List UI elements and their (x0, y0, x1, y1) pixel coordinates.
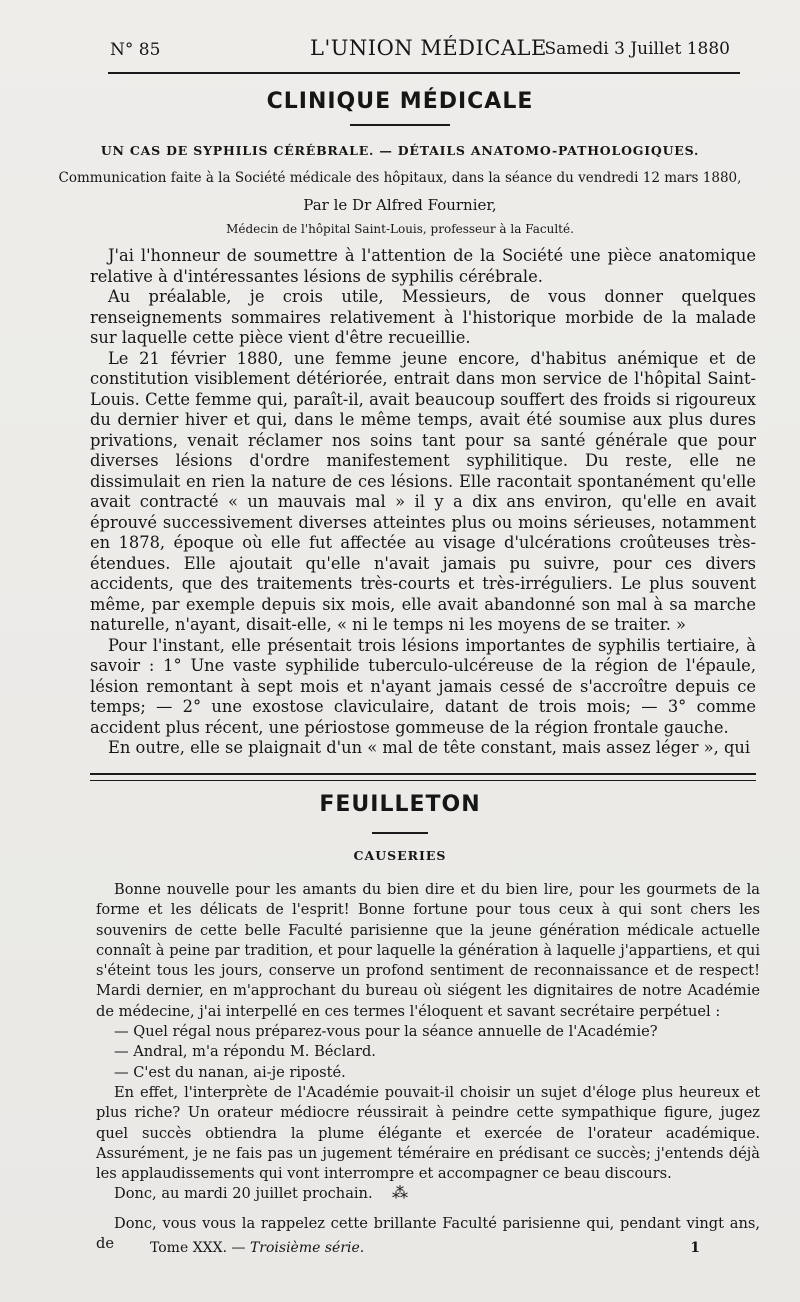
feuilleton-paragraph: En effet, l'interprète de l'Académie pouvait-il choisir un sujet d'éloge plus heureux et plus riche? Un orateur médiocre réussirait à peindre cette sympathique figure, jugez quel succès obtiendra la plume élégante et exercée de l'orateur académique. Assurément, je ne fais pas un jugement téméraire en prédisant ce succès; j'entends déjà les applaudissements qui vont interrompre et accompagner ce beau discours. (96, 1083, 760, 1183)
section-title-feuilleton: FEUILLETON (319, 792, 481, 817)
issue-number: N° 85 (110, 40, 161, 60)
author-role: Médecin de l'hôpital Saint-Louis, professeur à la Faculté. (226, 222, 574, 236)
asterism-separator: ⁂ (392, 1183, 408, 1202)
feuilleton-body (96, 880, 760, 1205)
article-paragraph: J'ai l'honneur de soumettre à l'attention de la Société une pièce anatomique relative à d'intéressantes lésions de syphilis cérébrale. (90, 246, 756, 286)
series-label: Troisième série. (249, 1240, 365, 1256)
article-paragraph: Au préalable, je crois utile, Messieurs, de vous donner quelques renseignements sommaires relativement à l'historique morbide de la malade sur laquelle cette pièce vient d'être recueillie. (90, 287, 756, 347)
feuilleton-paragraph: Donc, vous vous la rappelez cette brillante Faculté parisienne qui, pendant vingt ans, de (96, 1215, 760, 1253)
section-divider (350, 124, 450, 126)
journal-title: L'UNION MÉDICALE (310, 36, 547, 60)
feuilleton-paragraph: — C'est du nanan, ai-je riposté. (114, 1063, 346, 1081)
section-divider (372, 832, 428, 834)
article-body (90, 246, 756, 759)
feuilleton-paragraph: Donc, au mardi 20 juillet prochain. (114, 1185, 373, 1203)
volume-label: Tome XXX. — (150, 1240, 246, 1256)
page-footer (150, 1240, 700, 1262)
feuilleton-subtitle: CAUSERIES (353, 848, 447, 863)
feuilleton-paragraph: Bonne nouvelle pour les amants du bien dire et du bien lire, pour les gourmets de la forme et les délicats de l'esprit! Bonne fortune pour tous ceux à qui sont chers les souvenirs de cette belle Faculté parisienne que la jeune génération médicale actuelle connaît à peine par tradition, et pour laquelle la génération à laquelle j'appartiens, et qui s'éteint tous les jours, conserve un profond sentiment de reconnaissance et de respect! Mardi dernier, en m'approchant du bureau où siégent les dignitaires de notre Académie de médecine, j'ai interpellé en ces termes l'éloquent et savant secrétaire perpétuel : (96, 881, 760, 1020)
page-number: 1 (690, 1240, 700, 1256)
article-paragraph: En outre, elle se plaignait d'un « mal de tête constant, mais assez léger », qui (108, 738, 751, 757)
volume-info (150, 1240, 364, 1256)
issue-date: Samedi 3 Juillet 1880 (544, 39, 730, 59)
feuilleton-paragraph: — Andral, m'a répondu M. Béclard. (114, 1043, 376, 1061)
section-title-clinique: CLINIQUE MÉDICALE (266, 89, 534, 114)
article-paragraph: Le 21 février 1880, une femme jeune encore, d'habitus anémique et de constitution visiblement détériorée, entrait dans mon service de l'hôpital Saint-Louis. Cette femme qui, paraît-il, avait beaucoup souffert des froids si rigoureux du dernier hiver et qui, dans le même temps, avait été soumise aux plus dures privations, venait réclamer nos soins tant pour sa santé générale que pour diverses lésions d'ordre manifestement syphilitique. Du reste, elle ne dissimulait en rien la nature de ces lésions. Elle racontait spontanément qu'elle avait contracté « un mauvais mal » il y a dix ans environ, qu'elle en avait éprouvé successivement diverses atteintes plus ou moins sérieuses, notamment en 1878, époque où elle fut affectée au visage d'ulcérations croûteuses très-étendues. Elle ajoutait qu'elle n'avait jamais pu suivre, pour ces divers accidents, que des traitements très-courts et très-irréguliers. Le plus souvent même, par exemple depuis six mois, elle avait abandonné son mal à sa marche naturelle, n'ayant, disait-elle, « ni le temps ni les moyens de se traiter. » (90, 348, 756, 634)
communication-note: Communication faite à la Société médicale des hôpitaux, dans la séance du vendredi 12 mars 1880, (58, 170, 742, 186)
author-line: Par le Dr Alfred Fournier, (303, 196, 497, 214)
article-paragraph: Pour l'instant, elle présentait trois lésions importantes de syphilis tertiaire, à savoir : 1° Une vaste syphilide tuberculo-ulcéreuse de la région de l'épaule, lésion remontant à sept mois et n'ayant jamais cessé de s'accroître depuis ce temps; — 2° une exostose claviculaire, datant de trois mois; — 3° comme accident plus récent, une périostose gommeuse de la région frontale gauche. (90, 635, 756, 737)
feuilleton-separator (90, 773, 756, 781)
feuilleton-paragraph: — Quel régal nous préparez-vous pour la séance annuelle de l'Académie? (114, 1023, 658, 1041)
article-title: UN CAS DE SYPHILIS CÉRÉBRALE. — DÉTAILS ANATOMO-PATHOLOGIQUES. (100, 143, 700, 158)
header-rule (108, 72, 740, 74)
page-header (110, 36, 730, 66)
